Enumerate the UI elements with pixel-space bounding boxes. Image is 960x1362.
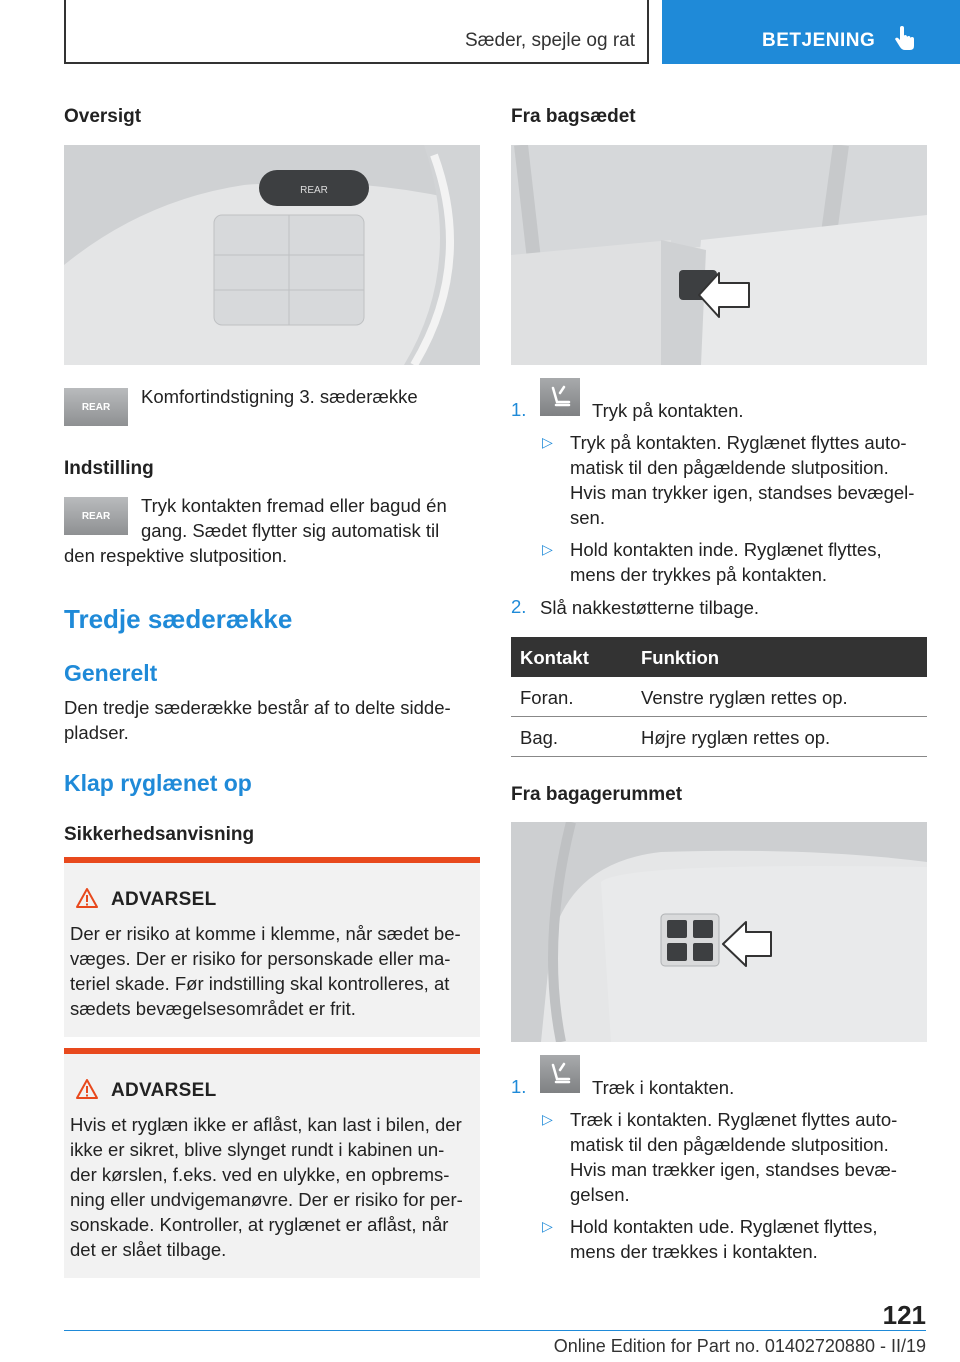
step-text: Slå nakkestøtterne tilbage.: [540, 597, 760, 618]
setting-text: den respektive slutposition.: [64, 545, 288, 566]
trunk-photo: [511, 822, 927, 1042]
fold-heading: Klap ryglænet op: [64, 770, 252, 796]
setting-heading: Indstilling: [64, 458, 154, 479]
setting-text: gang. Sædet flytter sig automatisk til: [141, 520, 440, 541]
bullet-triangle-icon: ▷: [542, 541, 553, 557]
step-detail: Hold kontakten inde. Ryglænet flyttes, mens der trykkes på kontakten.: [570, 539, 882, 585]
step-detail: Tryk på kontakten. Ryglænet flyttes auto- matisk til den pågældende slutposition. Hvis man trykker igen, standses bevægel- sen.: [570, 432, 915, 528]
warning-icon: [75, 1078, 99, 1100]
header-section-tab[interactable]: [662, 0, 960, 64]
backseat-photo: [511, 145, 927, 365]
warning-text: Hvis et ryglæn ikke er aflåst, kan last i bilen, der ikke er sikret, blive slynget rundt i kabinen un- der kørslen, f.eks. ved en ulykke, en opbrems- ning eller undvigemanøvre. Der er risiko for per- sonskade. Kontroller, at ryglænet er aflåst, når det er slået tilbage.: [70, 1114, 463, 1260]
bullet-triangle-icon: ▷: [542, 434, 553, 450]
bullet-triangle-icon: ▷: [542, 1111, 553, 1127]
header-chapter-box: [64, 0, 649, 64]
warning-icon: [75, 887, 99, 909]
chapter-title: Sæder, spejle og rat: [464, 30, 635, 51]
warning-title: ADVARSEL: [111, 1080, 217, 1101]
step-number: 2.: [511, 596, 527, 617]
table-header: [511, 637, 927, 677]
step-text: Træk i kontakten.: [592, 1077, 735, 1098]
step-detail: Hold kontakten ude. Ryglænet flyttes, mens der trækkes i kontakten.: [570, 1216, 878, 1262]
rear-icon-text: REAR: [81, 401, 111, 413]
warning-text: Der er risiko at komme i klemme, når sædet be- væges. Der er risiko for personskade eller ma- teriel skade. Før indstilling skal kontrolleres, at sædets bevægelsesområdet er frit.: [70, 923, 461, 1019]
table-cell: Venstre ryglæn rettes op.: [641, 687, 848, 708]
footer-edition: Online Edition for Part no. 01402720880 - II/19: [553, 1336, 926, 1356]
overview-heading: Oversigt: [64, 106, 142, 127]
step-detail: Træk i kontakten. Ryglænet flyttes auto- matisk til den pågældende slutposition. Hvis man trækker igen, standses bevæ- gelsen.: [570, 1109, 898, 1205]
overview-caption: Komfortindstigning 3. sæderække: [141, 386, 418, 407]
svg-text:REAR: REAR: [300, 185, 328, 196]
seat-fold-icon: [540, 378, 580, 416]
table-cell: Bag.: [520, 727, 559, 748]
table-header-cell: Kontakt: [520, 647, 589, 668]
section-label: BETJENING: [762, 30, 876, 51]
trunk-heading: Fra bagagerummet: [511, 784, 683, 805]
table-cell: Foran.: [520, 687, 574, 708]
warning-title: ADVARSEL: [111, 889, 217, 910]
general-text: pladser.: [64, 722, 129, 743]
safety-heading: Sikkerhedsanvisning: [64, 824, 255, 845]
page-number: 121: [882, 1300, 926, 1330]
step-number: 1.: [511, 399, 527, 420]
warning-box: [64, 857, 480, 1037]
table-cell: Højre ryglæn rettes op.: [641, 727, 831, 748]
bullet-triangle-icon: ▷: [542, 1218, 553, 1234]
warning-box: [64, 1048, 480, 1278]
table-row: [511, 677, 927, 717]
table-header-cell: Funktion: [641, 647, 720, 668]
general-text: Den tredje sæderække består af to delte sidde-: [64, 697, 451, 718]
rear-icon-text: REAR: [81, 510, 111, 522]
setting-text: Tryk kontakten fremad eller bagud én: [141, 495, 447, 516]
overview-photo: [64, 145, 480, 365]
backseat-heading: Fra bagsædet: [511, 106, 636, 127]
rear-button-icon: [64, 497, 128, 535]
step-text: Tryk på kontakten.: [592, 400, 744, 421]
general-heading: Generelt: [64, 660, 158, 686]
table-row: [511, 717, 927, 757]
footer-divider: [64, 1330, 926, 1331]
step-number: 1.: [511, 1076, 527, 1097]
seat-fold-icon: [540, 1055, 580, 1093]
rear-button-icon: [64, 388, 128, 426]
section-title: Tredje sæderække: [64, 604, 293, 634]
hand-pointer-icon: [894, 26, 916, 52]
